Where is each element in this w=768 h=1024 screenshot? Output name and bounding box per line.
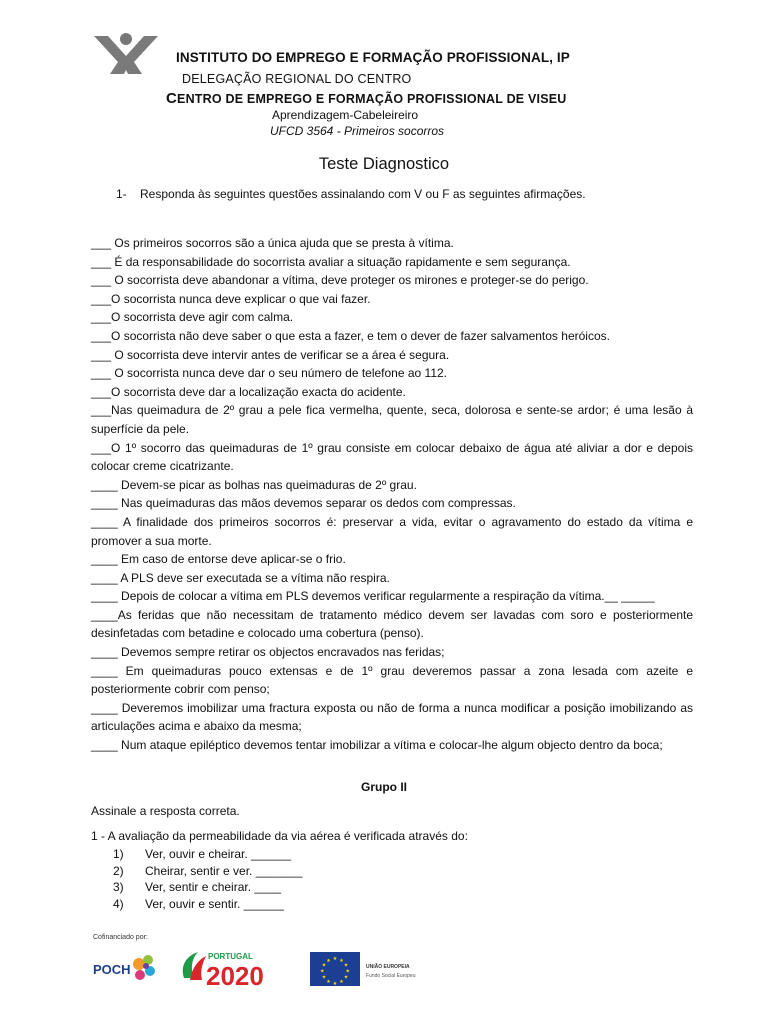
center-initial: C [166, 90, 178, 107]
statement-item: ____ Em caso de entorse deve aplicar-se o frio. [91, 552, 346, 567]
instruction-number: 1- [116, 187, 127, 201]
statement-item: ____As feridas que não necessitam de tratamento médico devem ser lavadas com soro e posteriormente desinfetadas com betadine e colocado uma cobertura (penso). [91, 607, 693, 641]
poch-logo-icon [93, 950, 159, 986]
svg-text:★: ★ [343, 974, 349, 981]
statement-item: ____ Devemos sempre retirar os objectos encravados nas feridas; [91, 645, 445, 660]
center-name [166, 90, 567, 107]
portugal-text: PORTUGAL [208, 952, 253, 961]
ufcd-name: UFCD 3564 - Primeiros socorros [270, 124, 445, 138]
instruction-text: Responda às seguintes questões assinalando com V ou F as seguintes afirmações. [140, 187, 586, 201]
statement-item: ___O socorrista nunca deve explicar o que vai fazer. [91, 291, 371, 306]
statement-item: ____ Devem-se picar as bolhas nas queimaduras de 2º grau. [91, 477, 417, 492]
option-number: 1) [113, 847, 124, 861]
question-text: 1 - A avaliação da permeabilidade da via aérea é verificada através do: [91, 829, 468, 843]
option-text: Ver, ouvir e cheirar. ______ [145, 847, 292, 861]
group-instruction: Assinale a resposta correta. [91, 804, 240, 818]
cofinanced-label: Cofinanciado por: [93, 934, 148, 941]
svg-text:★: ★ [345, 968, 351, 975]
option-number: 3) [113, 880, 124, 894]
portugal-2020-logo-icon [178, 948, 294, 988]
center-rest: ENTRO DE EMPREGO E FORMAÇÃO PROFISSIONAL DE VISEU [177, 92, 567, 106]
statement-item: ____ Deveremos imobilizar uma fractura exposta ou não de forma a nunca modificar a posição imobilizando as articulações acima e abaixo da mesma; [91, 700, 693, 734]
statement-item: ___O 1º socorro das queimaduras de 1º grau consiste em colocar debaixo de água até aliviar a dor e depois colocar creme cicatrizante. [91, 440, 693, 474]
statement-item: ___O socorrista deve dar a localização exacta do acidente. [91, 384, 406, 399]
question-instruction [116, 187, 586, 201]
page-title: Teste Diagnostico [318, 155, 450, 173]
svg-text:★: ★ [319, 968, 325, 975]
option-number: 2) [113, 863, 124, 878]
statement-item: ___ O socorrista deve intervir antes de verificar se a área é segura. [91, 347, 450, 362]
answer-option[interactable] [113, 846, 302, 863]
institute-name: INSTITUTO DO EMPREGO E FORMAÇÃO PROFISSIONAL, IP [176, 50, 570, 65]
iefp-logo-icon [92, 30, 160, 74]
statement-item: ____ Nas queimaduras das mãos devemos separar os dedos com compressas. [91, 496, 516, 511]
answer-option[interactable] [113, 879, 302, 896]
statement-item: ___ O socorrista nunca deve dar o seu número de telefone ao 112. [91, 366, 448, 381]
statement-item: ___O socorrista deve agir com calma. [91, 310, 294, 325]
statement-item: ____ Depois de colocar a vítima em PLS devemos verificar regularmente a respiração da vítima.__ _____ [91, 589, 655, 604]
answer-options [113, 846, 302, 912]
eu-line2: Fundo Social Europeu [366, 973, 416, 979]
eu-line1: UNIÃO EUROPEIA [366, 964, 410, 970]
svg-text:★: ★ [339, 979, 344, 986]
group-title: Grupo II [361, 780, 407, 794]
option-text: Ver, ouvir e sentir. ______ [145, 896, 284, 911]
statement-item: ___ É da responsabilidade do socorrista avaliar a situação rapidamente e sem segurança. [91, 254, 571, 269]
statement-item: ___ Os primeiros socorros são a única ajuda que se presta à vítima. [91, 236, 454, 250]
answer-option[interactable] [113, 863, 302, 880]
statement-item: ____ Em queimaduras pouco extensas e de 1º grau deveremos passar a zona lesada com azeite e posteriormente cobrir com penso; [91, 663, 693, 697]
course-name: Aprendizagem-Cabeleireiro [272, 108, 419, 122]
p2020-text: 2020 [206, 961, 264, 988]
svg-text:★: ★ [321, 962, 327, 969]
option-text: Ver, sentir e cheirar. ____ [145, 880, 282, 894]
statement-item: ____ A finalidade dos primeiros socorros é: preservar a vida, evitar o agravamento do estado da vítima e promover a sua morte. [91, 514, 693, 548]
statement-item: ____ Num ataque epiléptico devemos tentar imobilizar a vítima e colocar-lhe algum objecto dentro da boca; [91, 738, 663, 753]
option-number: 4) [113, 896, 124, 911]
svg-text:★: ★ [332, 956, 338, 962]
svg-text:★: ★ [326, 957, 331, 964]
statement-list [91, 234, 693, 755]
poch-text: POCH [93, 962, 131, 977]
svg-text:★: ★ [321, 974, 327, 981]
answer-option[interactable] [113, 896, 302, 913]
svg-text:★: ★ [339, 957, 344, 964]
eu-flag-logo-icon [310, 952, 420, 986]
statement-item: ___Nas queimadura de 2º grau a pele fica vermelha, quente, seca, dolorosa e sente-se ardor; é uma lesão à superfície da pele. [91, 403, 693, 436]
statement-item: ___ O socorrista deve abandonar a vítima, deve proteger os mirones e proteger-se do perigo. [91, 273, 589, 288]
option-text: Cheirar, sentir e ver. _______ [145, 863, 303, 878]
statement-item: ____ A PLS deve ser executada se a vítima não respira. [91, 570, 390, 585]
svg-text:★: ★ [326, 979, 331, 986]
delegation-name: DELEGAÇÃO REGIONAL DO CENTRO [182, 72, 412, 86]
svg-text:★: ★ [332, 981, 338, 986]
statement-item: ___O socorrista não deve saber o que esta a fazer, e tem o dever de fazer salvamentos heróicos. [91, 328, 610, 343]
svg-text:★: ★ [343, 962, 349, 969]
